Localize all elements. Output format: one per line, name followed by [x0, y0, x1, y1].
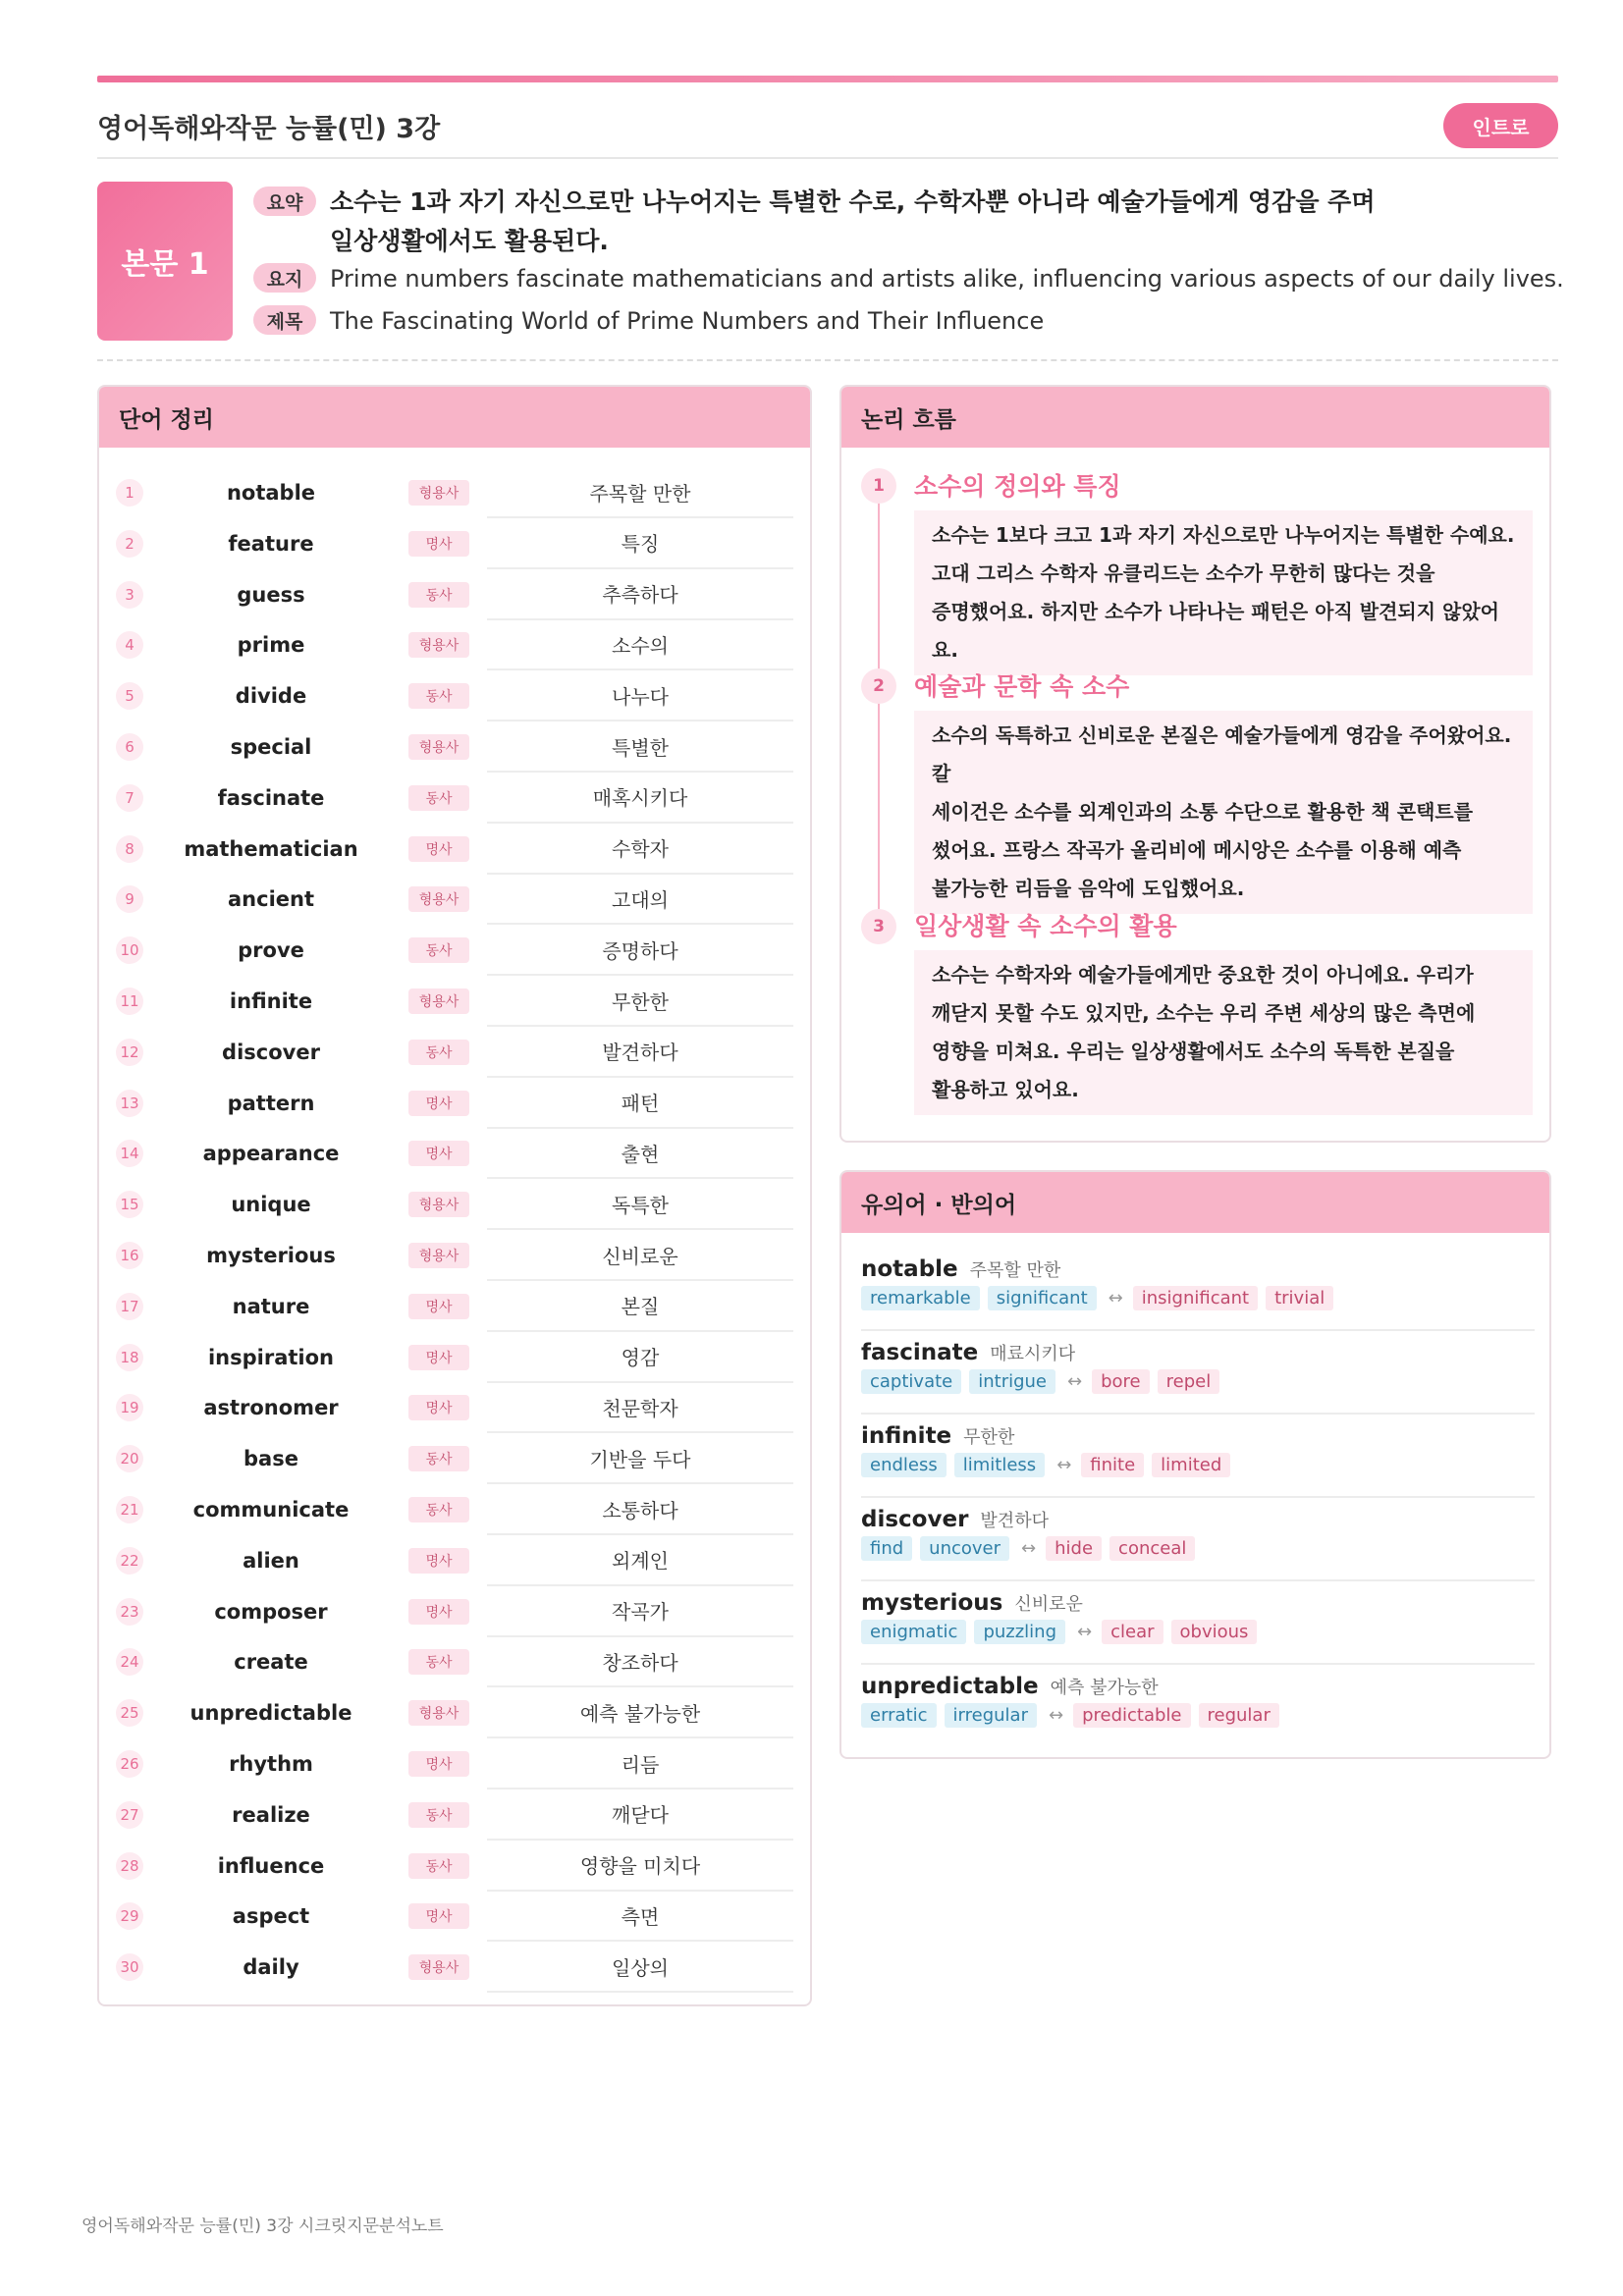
gist-row [253, 263, 1564, 294]
vocab-number: 2 [116, 530, 143, 558]
vocab-meaning: 측면 [487, 1891, 793, 1942]
synonym-chip: erratic [861, 1703, 937, 1728]
vocab-word: prove [238, 938, 304, 963]
vocab-part-of-speech: 명사 [408, 1294, 469, 1319]
vocab-meaning: 독특한 [487, 1179, 793, 1230]
synonym-headword: discover [861, 1507, 969, 1532]
antonym-chip: trivial [1266, 1286, 1333, 1310]
synonym-headword: unpredictable [861, 1674, 1039, 1699]
vocab-part-of-speech: 동사 [408, 582, 469, 608]
synonym-chip: puzzling [974, 1620, 1065, 1644]
antonym-chip: obvious [1171, 1620, 1258, 1644]
vocab-meaning: 영향을 미치다 [487, 1841, 793, 1892]
vocab-number: 22 [116, 1547, 143, 1575]
vocab-number: 29 [116, 1902, 143, 1930]
vocab-number: 4 [116, 631, 143, 659]
vocab-number: 5 [116, 682, 143, 710]
synonym-chip: enigmatic [861, 1620, 966, 1644]
gist-text: Prime numbers fascinate mathematicians and artists alike, influencing various aspects of our daily lives. [330, 265, 1564, 293]
vocab-word: composer [214, 1599, 328, 1624]
synonym-tags [861, 1703, 1535, 1728]
vocab-row [99, 1789, 812, 1841]
vocab-word: pattern [227, 1091, 315, 1115]
vocab-meaning: 일상의 [487, 1942, 793, 1993]
vocab-number: 30 [116, 1953, 143, 1981]
vocab-row [99, 874, 812, 925]
vocab-meaning: 기반을 두다 [487, 1433, 793, 1484]
vocab-row [99, 467, 812, 518]
synonym-entry-head [861, 1340, 1535, 1365]
synonym-chip: remarkable [861, 1286, 980, 1310]
vocab-number: 10 [116, 936, 143, 964]
flow-panel-heading: 논리 흐름 [841, 387, 1549, 448]
summary-line-2: 일상생활에서도 활용된다. [330, 227, 609, 255]
vocab-meaning: 증명하다 [487, 925, 793, 976]
synonym-panel-heading: 유의어 · 반의어 [841, 1172, 1549, 1233]
vocab-row [99, 925, 812, 976]
passage-label-box: 본문 1 [97, 182, 233, 341]
vocab-row [99, 1382, 812, 1433]
vocab-meaning: 특징 [487, 518, 793, 569]
vocab-word: base [243, 1447, 298, 1471]
flow-step-2-line: 썼어요. 프랑스 작곡가 올리비에 메시앙은 소수를 이용해 예측 [932, 838, 1462, 862]
synonym-headword-meaning: 발견하다 [980, 1511, 1049, 1531]
vocab-number: 25 [116, 1699, 143, 1727]
flow-step-3-line: 활용하고 있어요. [932, 1078, 1079, 1101]
top-accent-bar [97, 76, 1558, 82]
vocab-word: mysterious [206, 1244, 336, 1267]
vocab-word: astronomer [203, 1396, 339, 1420]
intro-button[interactable]: 인트로 [1443, 103, 1558, 148]
flow-step-1-title: 소수의 정의와 특징 [914, 472, 1121, 501]
vocab-row [99, 1179, 812, 1230]
synonym-headword-meaning: 주목할 만한 [969, 1260, 1061, 1281]
vocab-meaning: 매혹시키다 [487, 773, 793, 824]
flow-step-3-body [914, 950, 1533, 1115]
synonym-tags [861, 1453, 1535, 1477]
title-tag: 제목 [253, 305, 316, 335]
page-header [97, 94, 1558, 159]
vocab-part-of-speech: 형용사 [408, 632, 469, 658]
vocab-meaning: 작곡가 [487, 1586, 793, 1637]
vocab-word: notable [226, 481, 316, 505]
vocab-part-of-speech: 동사 [408, 1649, 469, 1675]
vocab-part-of-speech: 동사 [408, 1497, 469, 1522]
vocab-part-of-speech: 명사 [408, 1395, 469, 1420]
vocab-row [99, 976, 812, 1027]
synonym-entry-head [861, 1674, 1535, 1699]
vocab-part-of-speech: 동사 [408, 1802, 469, 1828]
flow-step-2-line: 소수의 독특하고 신비로운 본질은 예술가들에게 영감을 주어왔어요. 칼 [932, 723, 1512, 785]
vocab-row [99, 1484, 812, 1535]
flow-step-3-line: 소수는 수학자와 예술가들에게만 중요한 것이 아니에요. 우리가 [932, 963, 1474, 987]
vocab-meaning: 예측 불가능한 [487, 1687, 793, 1738]
summary-text [330, 183, 1410, 261]
vocab-row [99, 721, 812, 773]
page-title: 영어독해와작문 능률(민) 3강 [97, 113, 441, 144]
vocab-word: mathematician [184, 836, 358, 861]
antonym-chip: finite [1081, 1453, 1144, 1477]
flow-step-2-number: 2 [861, 668, 896, 704]
vocab-part-of-speech: 형용사 [408, 480, 469, 506]
synonym-headword: mysterious [861, 1590, 1003, 1616]
vocab-word: alien [243, 1548, 299, 1573]
vocab-row [99, 773, 812, 824]
synonym-antonym-arrow-icon: ↔ [1048, 1705, 1064, 1726]
vocab-row [99, 1687, 812, 1738]
synonym-antonym-arrow-icon: ↔ [1021, 1538, 1037, 1559]
synonym-entry-head [861, 1590, 1535, 1616]
vocab-number: 24 [116, 1648, 143, 1676]
vocab-number: 3 [116, 581, 143, 609]
vocab-meaning: 출현 [487, 1128, 793, 1179]
vocab-word: create [234, 1650, 308, 1675]
synonym-tags [861, 1369, 1535, 1394]
synonym-chip: endless [861, 1453, 947, 1477]
vocab-row [99, 1078, 812, 1129]
vocab-number: 11 [116, 988, 143, 1015]
vocab-part-of-speech: 명사 [408, 1091, 469, 1116]
antonym-chip: limited [1152, 1453, 1230, 1477]
vocab-part-of-speech: 형용사 [408, 1192, 469, 1217]
vocab-word: unpredictable [189, 1701, 352, 1726]
vocab-word: influence [217, 1853, 325, 1878]
synonym-entry [861, 1590, 1535, 1644]
vocab-row [99, 1586, 812, 1637]
synonym-antonym-arrow-icon: ↔ [1067, 1371, 1083, 1392]
antonym-chip: predictable [1073, 1703, 1190, 1728]
vocab-word: unique [231, 1193, 311, 1217]
vocab-part-of-speech: 명사 [408, 1141, 469, 1166]
vocab-row [99, 1027, 812, 1078]
vocab-part-of-speech: 명사 [408, 531, 469, 557]
synonym-antonym-arrow-icon: ↔ [1108, 1288, 1123, 1308]
vocab-meaning: 무한한 [487, 976, 793, 1027]
antonym-chip: repel [1158, 1369, 1220, 1394]
summary-row [253, 183, 1410, 261]
vocab-part-of-speech: 명사 [408, 836, 469, 862]
vocab-row [99, 1841, 812, 1892]
vocab-word: nature [232, 1294, 310, 1318]
vocab-meaning: 나누다 [487, 670, 793, 721]
vocab-part-of-speech: 형용사 [408, 886, 469, 912]
synonym-chip: find [861, 1536, 912, 1561]
vocab-meaning: 깨닫다 [487, 1789, 793, 1841]
synonym-divider [861, 1579, 1535, 1581]
synonym-headword: fascinate [861, 1340, 979, 1365]
vocab-part-of-speech: 형용사 [408, 1700, 469, 1726]
flow-step-1-body [914, 510, 1533, 675]
vocab-row [99, 569, 812, 620]
synonym-divider [861, 1329, 1535, 1331]
vocab-word: ancient [228, 887, 314, 912]
vocab-number: 20 [116, 1445, 143, 1472]
synonym-headword: notable [861, 1256, 958, 1282]
vocab-part-of-speech: 형용사 [408, 1954, 469, 1980]
vocab-part-of-speech: 명사 [408, 1345, 469, 1370]
antonym-chip: conceal [1109, 1536, 1195, 1561]
vocab-part-of-speech: 형용사 [408, 1243, 469, 1268]
vocab-meaning: 본질 [487, 1281, 793, 1332]
vocab-row [99, 1738, 812, 1789]
flow-step-2-body [914, 711, 1533, 914]
vocab-part-of-speech: 명사 [408, 1751, 469, 1777]
gist-tag: 요지 [253, 263, 316, 293]
vocab-word: prime [237, 633, 305, 658]
vocab-meaning: 패턴 [487, 1078, 793, 1129]
synonym-entry [861, 1256, 1535, 1310]
vocab-number: 27 [116, 1801, 143, 1829]
title-row [253, 305, 1044, 337]
synonym-chip: irregular [945, 1703, 1037, 1728]
synonym-chip: captivate [861, 1369, 961, 1394]
vocab-meaning: 창조하다 [487, 1636, 793, 1687]
synonym-headword: infinite [861, 1423, 952, 1449]
vocab-row [99, 1128, 812, 1179]
vocab-number: 13 [116, 1090, 143, 1117]
vocab-meaning: 천문학자 [487, 1382, 793, 1433]
synonym-entry [861, 1340, 1535, 1394]
vocab-part-of-speech: 동사 [408, 937, 469, 963]
flow-step-2-line: 불가능한 리듬을 음악에 도입했어요. [932, 877, 1245, 900]
vocab-part-of-speech: 동사 [408, 1040, 469, 1065]
synonym-entry-head [861, 1423, 1535, 1449]
vocab-part-of-speech: 동사 [408, 683, 469, 709]
synonym-divider [861, 1413, 1535, 1415]
vocab-row [99, 670, 812, 721]
vocab-word: feature [228, 531, 314, 556]
vocab-number: 23 [116, 1598, 143, 1626]
vocab-meaning: 특별한 [487, 721, 793, 773]
flow-step-1-line: 증명했어요. 하지만 소수가 나타나는 패턴은 아직 발견되지 않았어요. [932, 600, 1499, 662]
vocab-number: 16 [116, 1242, 143, 1269]
divider [97, 359, 1558, 361]
synonym-entry [861, 1507, 1535, 1561]
vocab-row [99, 619, 812, 670]
vocab-word: guess [237, 582, 305, 607]
antonym-chip: insignificant [1133, 1286, 1258, 1310]
vocab-word: fascinate [217, 785, 325, 810]
vocab-word: rhythm [229, 1752, 313, 1776]
flow-step-3-line: 깨닫지 못할 수도 있지만, 소수는 우리 주변 세상의 많은 측면에 [932, 1001, 1476, 1025]
vocab-panel [97, 385, 812, 2006]
vocab-part-of-speech: 명사 [408, 1548, 469, 1574]
vocab-number: 21 [116, 1496, 143, 1523]
flow-step-2-title: 예술과 문학 속 소수 [914, 672, 1130, 701]
antonym-chip: clear [1102, 1620, 1163, 1644]
vocab-meaning: 영감 [487, 1332, 793, 1383]
vocab-number: 8 [116, 835, 143, 863]
synonym-headword-meaning: 신비로운 [1014, 1594, 1083, 1615]
vocab-word: appearance [202, 1142, 340, 1166]
flow-step-1-line: 고대 그리스 수학자 유클리드는 소수가 무한히 많다는 것을 [932, 561, 1435, 585]
vocab-word: daily [243, 1955, 299, 1980]
vocab-part-of-speech: 형용사 [408, 734, 469, 760]
vocab-row [99, 824, 812, 875]
vocab-number: 9 [116, 885, 143, 913]
vocab-meaning: 수학자 [487, 824, 793, 875]
vocab-meaning: 외계인 [487, 1535, 793, 1586]
synonym-antonym-arrow-icon: ↔ [1056, 1455, 1072, 1475]
vocab-word: aspect [232, 1904, 310, 1929]
synonym-chip: limitless [954, 1453, 1045, 1477]
vocab-word: special [230, 735, 312, 759]
synonym-divider [861, 1663, 1535, 1665]
flow-step-3-line: 영향을 미쳐요. 우리는 일상생활에서도 소수의 독특한 본질을 [932, 1040, 1455, 1063]
synonym-headword-meaning: 매료시키다 [990, 1344, 1076, 1364]
vocab-word: realize [232, 1802, 310, 1827]
vocab-meaning: 소수의 [487, 619, 793, 670]
synonym-entry [861, 1423, 1535, 1477]
flow-connector-line [878, 491, 880, 923]
vocab-number: 14 [116, 1140, 143, 1167]
flow-step-3-title: 일상생활 속 소수의 활용 [914, 912, 1177, 940]
vocab-number: 18 [116, 1344, 143, 1371]
vocab-row [99, 1433, 812, 1484]
antonym-chip: regular [1199, 1703, 1279, 1728]
antonym-chip: hide [1046, 1536, 1102, 1561]
vocab-word: divide [235, 684, 307, 709]
vocab-part-of-speech: 동사 [408, 785, 469, 811]
vocab-row [99, 1332, 812, 1383]
vocab-number: 26 [116, 1750, 143, 1778]
vocab-meaning: 소통하다 [487, 1484, 793, 1535]
flow-step-2-line: 세이건은 소수를 외계인과의 소통 수단으로 활용한 책 콘택트를 [932, 800, 1474, 824]
vocab-part-of-speech: 동사 [408, 1853, 469, 1879]
vocab-number: 6 [116, 733, 143, 761]
vocab-row [99, 1942, 812, 1993]
vocab-meaning: 발견하다 [487, 1027, 793, 1078]
vocab-word: discover [222, 1040, 320, 1064]
synonym-headword-meaning: 예측 불가능한 [1050, 1678, 1159, 1698]
synonym-tags [861, 1286, 1535, 1310]
synonym-divider [861, 1496, 1535, 1498]
vocab-part-of-speech: 형용사 [408, 988, 469, 1014]
synonym-chip: significant [988, 1286, 1097, 1310]
vocab-number: 17 [116, 1293, 143, 1320]
vocab-number: 28 [116, 1852, 143, 1880]
vocab-word: communicate [192, 1498, 350, 1522]
summary-line-1: 소수는 1과 자기 자신으로만 나누어지는 특별한 수로, 수학자뿐 아니라 예술가들에게 영감을 주며 [330, 187, 1376, 216]
vocab-part-of-speech: 동사 [408, 1446, 469, 1471]
passage-title-text: The Fascinating World of Prime Numbers and Their Influence [330, 307, 1045, 335]
antonym-chip: bore [1092, 1369, 1150, 1394]
vocab-meaning: 고대의 [487, 874, 793, 925]
vocab-number: 1 [116, 479, 143, 507]
vocab-meaning: 신비로운 [487, 1230, 793, 1281]
vocab-row [99, 1636, 812, 1687]
vocab-part-of-speech: 명사 [408, 1903, 469, 1929]
synonym-chip: uncover [920, 1536, 1009, 1561]
vocab-word: infinite [229, 989, 313, 1013]
vocab-number: 12 [116, 1039, 143, 1066]
synonym-chip: intrigue [969, 1369, 1055, 1394]
vocab-row [99, 1281, 812, 1332]
synonym-antonym-arrow-icon: ↔ [1077, 1622, 1093, 1642]
synonym-entry-head [861, 1256, 1535, 1282]
synonym-headword-meaning: 무한한 [963, 1427, 1015, 1448]
flow-step-1-line: 소수는 1보다 크고 1과 자기 자신으로만 나누어지는 특별한 수예요. [932, 523, 1515, 547]
summary-tag: 요약 [253, 187, 316, 216]
flow-step-3-number: 3 [861, 909, 896, 944]
vocab-row [99, 1891, 812, 1942]
vocab-row [99, 1230, 812, 1281]
vocab-meaning: 리듬 [487, 1738, 793, 1789]
flow-step-1-number: 1 [861, 468, 896, 504]
vocab-meaning: 주목할 만한 [487, 467, 793, 518]
vocab-row [99, 518, 812, 569]
synonym-entry [861, 1674, 1535, 1728]
vocab-number: 7 [116, 784, 143, 812]
vocab-panel-heading: 단어 정리 [99, 387, 810, 448]
vocab-number: 15 [116, 1191, 143, 1218]
page-footer: 영어독해와작문 능률(민) 3강 시크릿지문분석노트 [81, 2216, 444, 2236]
synonym-tags [861, 1536, 1535, 1561]
vocab-number: 19 [116, 1394, 143, 1421]
vocab-word: inspiration [207, 1345, 335, 1369]
synonym-entry-head [861, 1507, 1535, 1532]
vocab-meaning: 추측하다 [487, 569, 793, 620]
vocab-row [99, 1535, 812, 1586]
synonym-tags [861, 1620, 1535, 1644]
vocab-part-of-speech: 명사 [408, 1599, 469, 1625]
